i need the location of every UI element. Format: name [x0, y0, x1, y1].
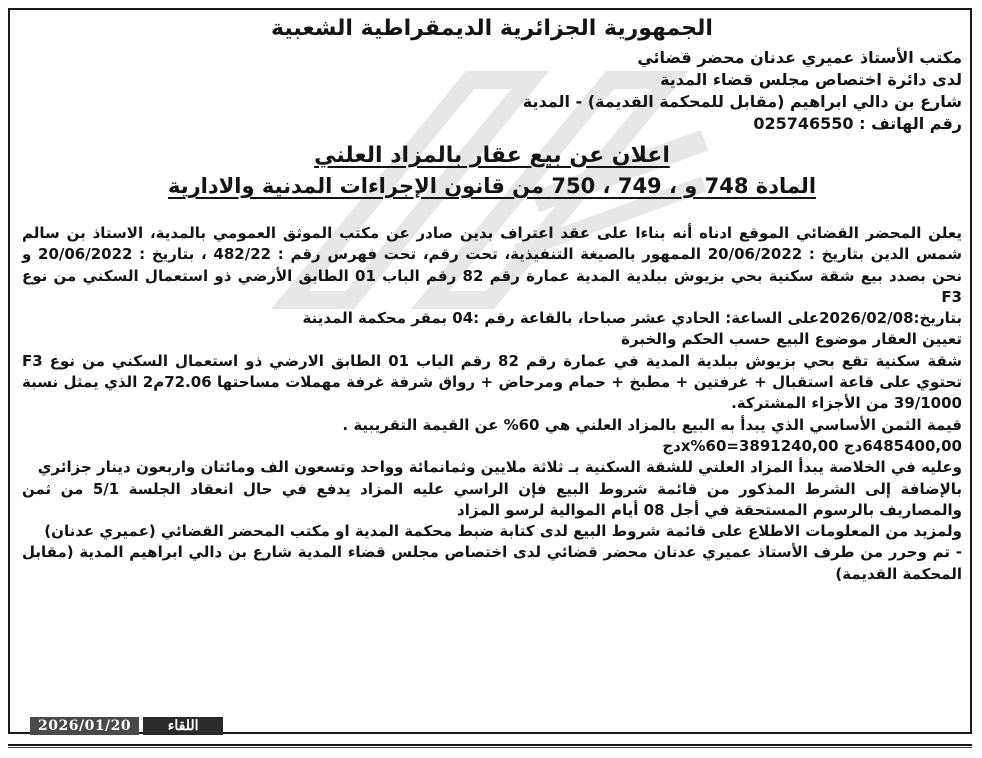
announcement	[22, 12, 962, 585]
paragraph-property-description: شقة سكنية تقع بحي بزيوش ببلدية المدية في عمارة رقم 82 رقم الباب 01 الطابق الارضي ذو استعمال السكني من نوع F3 تحتوي على قاعة استقبال + غرفتين + مطبخ + حمام ومرحاض + رواق شرفة غرفة مهملات مساحتها 72.06م2 الذي يمثل نسبة 39/1000 من الأجزاء المشتركة.	[22, 351, 963, 413]
publication-footer	[30, 716, 223, 736]
newspaper-name: اللقاء	[143, 717, 223, 735]
office-phone: رقم الهاتف : 025746550	[753, 114, 962, 133]
announcement-title: اعلان عن بيع عقار بالمزاد العلني	[314, 143, 670, 168]
paragraph-base-price: قيمة الثمن الأساسي الذي يبدأ به البيع بالمزاد العلني هي 60% عن القيمة التقريبية .	[342, 415, 962, 434]
country-heading: الجمهورية الجزائرية الديمقراطية الشعبية	[271, 16, 713, 41]
office-jurisdiction: لدى دائرة اختصاص مجلس قضاء المدية	[660, 70, 962, 89]
announcement-body	[22, 223, 962, 585]
paragraph-property-heading: تعيين العقار موضوع البيع حسب الحكم والخبرة	[621, 330, 962, 349]
office-address: شارع بن دالي ابراهيم (مقابل للمحكمة القديمة) - المدية	[522, 92, 962, 111]
office-name: مكتب الأستاذ عميري عدنان محضر قضائي	[637, 48, 962, 67]
title-block	[22, 141, 962, 201]
bottom-rule	[8, 744, 972, 748]
paragraph-debt-basis: يعلن المحضر القضائي الموقع ادناه أنه بناءا على عقد اعتراف بدين صادر عن مكتب الموثق العمومي بالمدية، الاستاذ بن سالم شمس الدين بتاريخ : 20/06/2022 الممهور بالصيغة التنفيذية، تحت رقم، تحت فهرس رقم : 482/22 ، بتاريخ : 20/06/2022 و نحن بصدد بيع شقة سكنية بحي بزيوش ببلدية المدية عمارة رقم 82 رقم الباب 01 الطابق الأرضي ذو استعمال السكني من نوع F3	[22, 224, 963, 306]
paragraph-price-calculation: 6485400,00دج x%60=3891240,00دج	[662, 436, 962, 455]
paragraph-payment-terms: بالإضافة إلى الشرط المذكور من قائمة شروط البيع فإن الراسي عليه المزاد يدفع في حال انعقاد الجلسة 5/1 من ثمن والمصاريف بالرسوم المستحقة في أجل 08 أيام الموالية لرسو المزاد	[22, 479, 962, 519]
legal-articles: المادة 748 و ، 749 ، 750 من قانون الإجراءات المدنية والادارية	[167, 174, 817, 198]
paragraph-starting-bid: وعليه في الخلاصة يبدأ المزاد العلني للشقة السكنية بـ ثلاثة ملايين وثمانمائة وواحد وتسعون الف ومائتان واربعون دينار جزائري	[37, 458, 962, 477]
publication-date: 2026/01/20	[30, 717, 139, 735]
paragraph-auction-date: بتاريخ:2026/02/08على الساعة: الحادي عشر صباحا، بالقاعة رقم :04 بمقر محكمة المدينة	[302, 309, 962, 328]
paragraph-more-info: ولمزيد من المعلومات الاطلاع على قائمة شروط البيع لدى كتابة ضبط محكمة المدية او مكتب المحضر القضائي (عميري عدنان)	[44, 522, 962, 541]
paragraph-signature: - تم وحرر من طرف الأستاذ عميري عدنان محضر قضائي لدى اختصاص مجلس قضاء المدية شارع بن دالي ابراهيم المدية (مقابل المحكمة القديمة)	[22, 543, 962, 583]
